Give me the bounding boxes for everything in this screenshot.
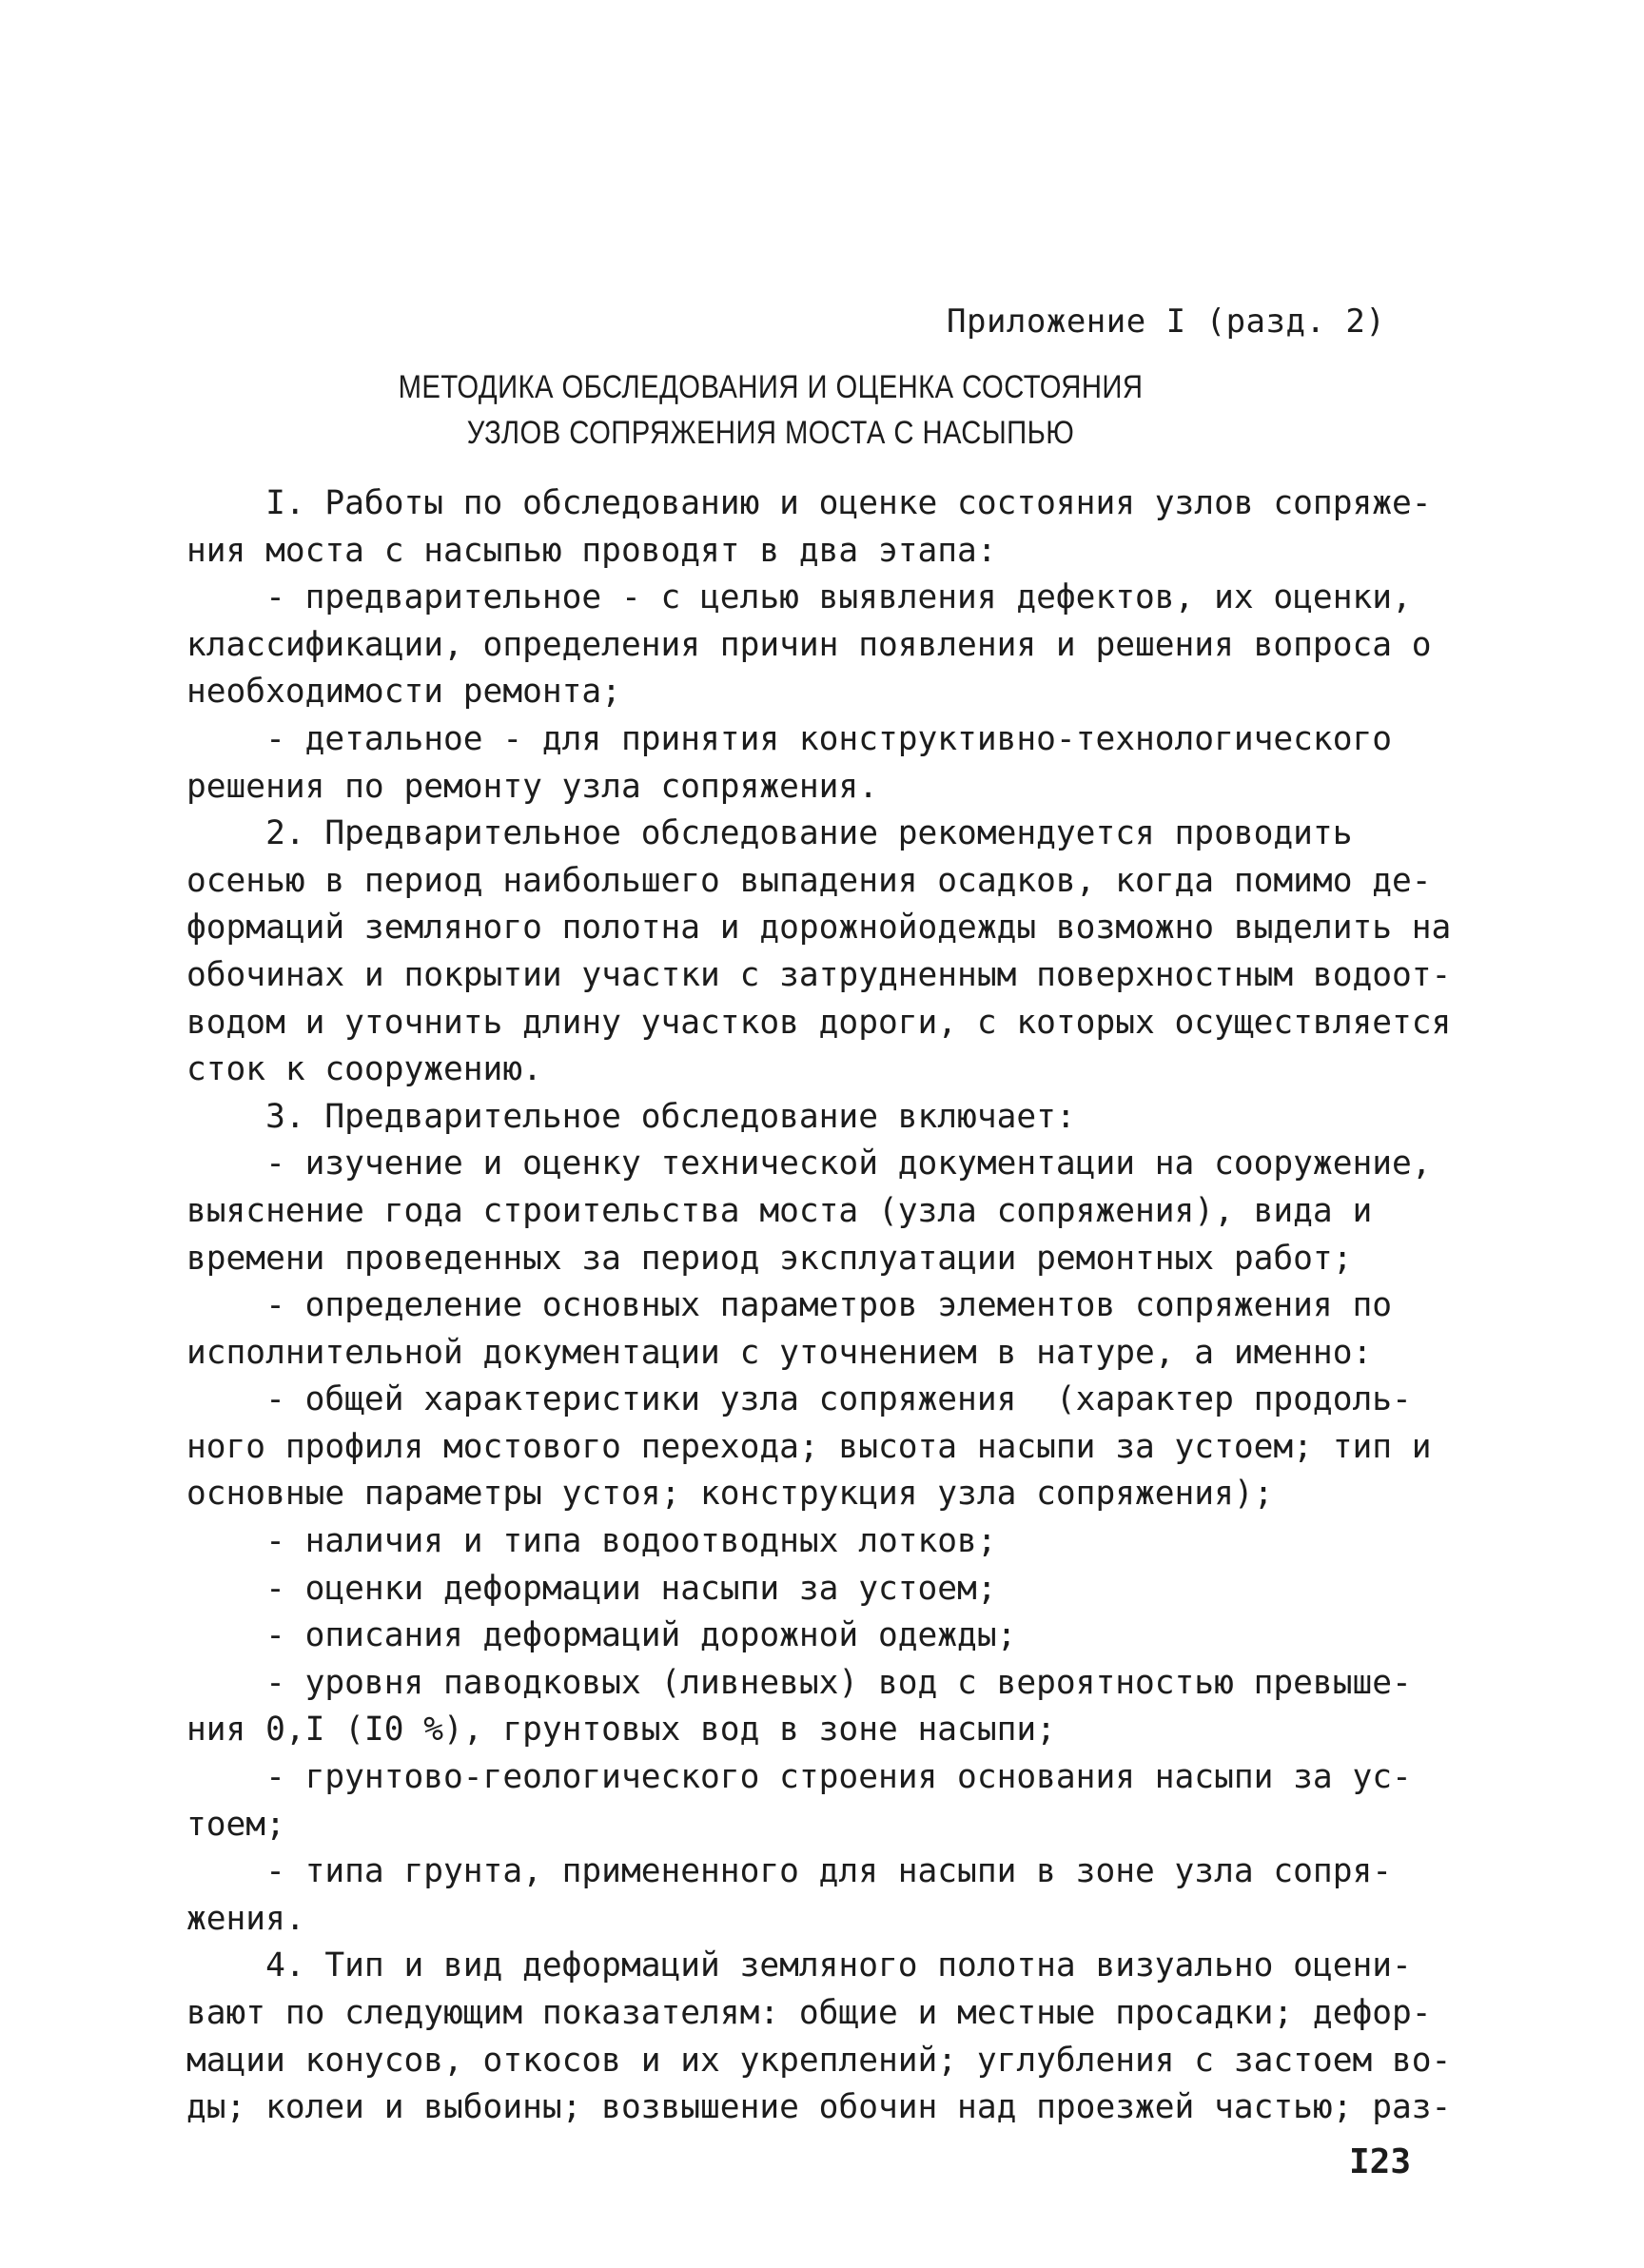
text-line: - предварительное - с целью выявления дефектов, их оценки, [186,578,1412,617]
text-line: - оценки деформации насыпи за устоем; [186,1569,997,1608]
text-line: - детальное - для принятия конструктивно-технологического [186,719,1393,758]
text-line: - наличия и типа водоотводных лотков; [186,1522,997,1561]
text-line: 2. Предварительное обследование рекомендуется проводить [186,814,1353,853]
document-title-line-1: МЕТОДИКА ОБСЛЕДОВАНИЯ И ОЦЕНКА СОСТОЯНИЯ [398,369,1144,405]
text-line: I. Работы по обследованию и оценке состояния узлов сопряже- [186,484,1432,522]
text-line: 3. Предварительное обследование включает: [186,1097,1076,1136]
text-line: ния 0,I (I0 %), грунтовых вод в зоне насыпи; [186,1711,1056,1750]
text-line: ного профиля мостового перехода; высота насыпи за устоем; тип и [186,1427,1432,1466]
text-line: мации конусов, откосов и их укреплений; углубления с застоем во- [186,2041,1452,2080]
text-line: необходимости ремонта; [186,673,621,712]
text-line: тоем; [186,1805,285,1844]
text-line: формаций земляного полотна и дорожнойодежды возможно выделить на [186,909,1452,948]
page-number: I23 [1349,2142,1412,2181]
text-line: решения по ремонту узла сопряжения. [186,767,878,806]
text-line: - типа грунта, примененного для насыпи в зоне узла сопря- [186,1852,1393,1891]
text-line: осенью в период наибольшего выпадения осадков, когда помимо де- [186,861,1432,900]
text-line: классификации, определения причин появления и решения вопроса о [186,625,1432,664]
appendix-label: Приложение I (разд. 2) [947,303,1386,341]
text-line: жения. [186,1899,305,1938]
document-title-line-2: УЗЛОВ СОПРЯЖЕНИЯ МОСТА С НАСЫПЬЮ [466,415,1075,451]
body-text [186,480,1452,2132]
text-line: исполнительной документации с уточнением в натуре, а именно: [186,1333,1373,1372]
text-line: сток к сооружению. [186,1050,542,1089]
text-line: водом и уточнить длину участков дороги, с которых осуществляется [186,1003,1452,1042]
text-line: - грунтово-геологического строения основания насыпи за ус- [186,1758,1412,1797]
text-line: вают по следующим показателям: общие и местные просадки; дефор- [186,1994,1432,2032]
text-line: - общей характеристики узла сопряжения (характер продоль- [186,1380,1412,1419]
text-line: ды; колеи и выбоины; возвышение обочин над проезжей частью; раз- [186,2088,1452,2127]
text-line: - уровня паводковых (ливневых) вод с вероятностью превыше- [186,1663,1412,1702]
text-line: выяснение года строительства моста (узла сопряжения), вида и [186,1191,1373,1230]
text-line: обочинах и покрытии участки с затрудненным поверхностным водоот- [186,955,1452,994]
text-line: 4. Тип и вид деформаций земляного полотна визуально оцени- [186,1946,1412,1985]
text-line: - определение основных параметров элементов сопряжения по [186,1286,1393,1325]
text-line: основные параметры устоя; конструкция узла сопряжения); [186,1475,1274,1514]
text-line: времени проведенных за период эксплуатации ремонтных работ; [186,1239,1353,1278]
text-line: - описания деформаций дорожной одежды; [186,1616,1017,1655]
text-line: - изучение и оценку технической документации на сооружение, [186,1144,1432,1183]
text-line: ния моста с насыпью проводят в два этапа: [186,531,997,570]
